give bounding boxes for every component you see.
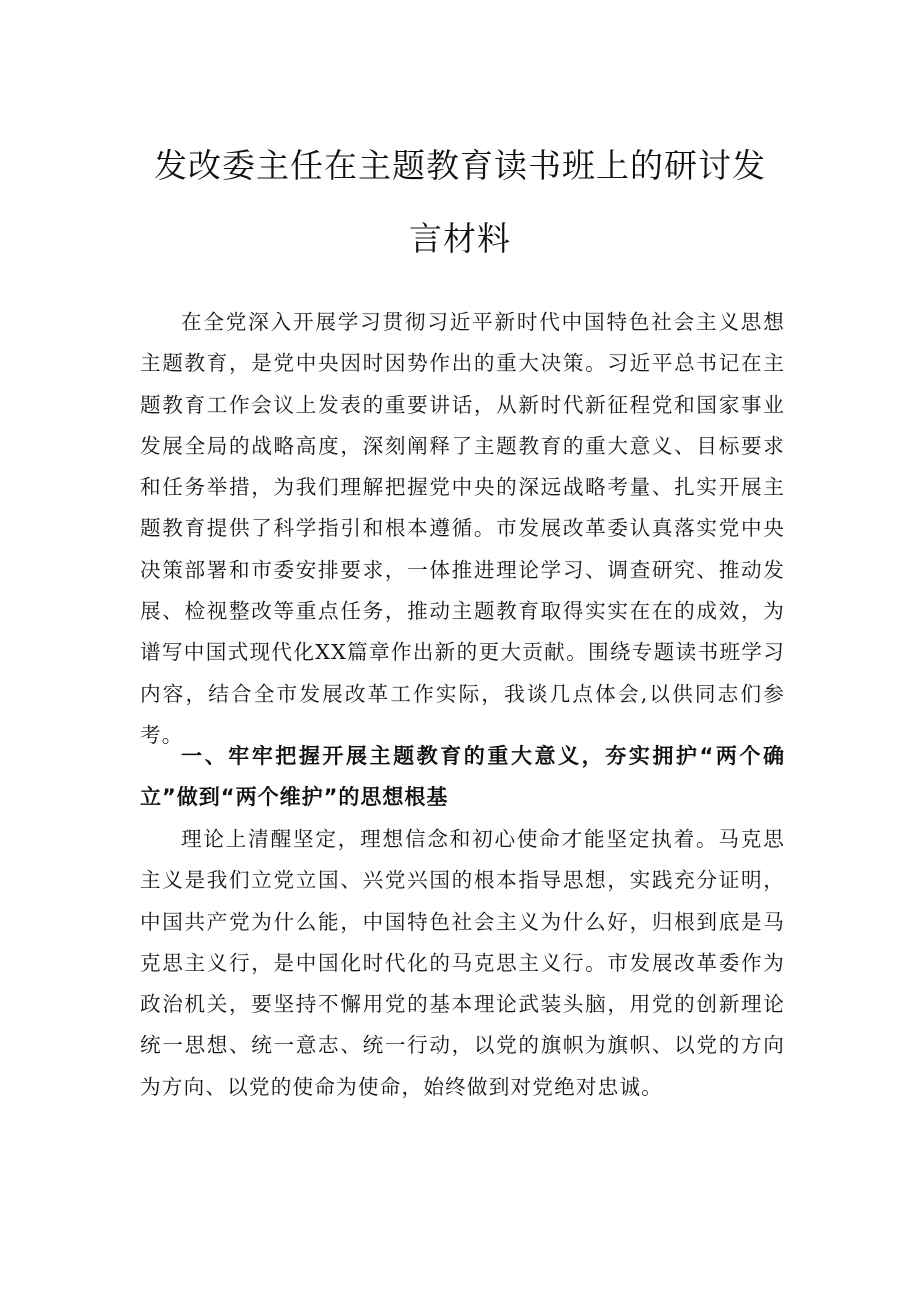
section-heading: 一、牢牢把握开展主题教育的重大意义，夯实拥护“两个确立”做到“两个维护”的思想根基 — [140, 744, 785, 810]
document-title-line-1: 发改委主任在主题教育读书班上的研讨发 — [154, 146, 766, 185]
intro-paragraph: 在全党深入开展学习贯彻习近平新时代中国特色社会主义思想主题教育，是党中央因时因势作出的重大决策。习近平总书记在主题教育工作会议上发表的重要讲话，从新时代新征程党和国家事业发展全局的战略高度，深刻阐释了主题教育的重大意义、目标要求和任务举措，为我们理解把握党中央的深远战略考量、扎实开展主题教育提供了科学指引和根本遵循。市发展改革委认真落实党中央决策部署和市委安排要求，一体推进理论学习、调查研究、推动发展、检视整改等重点任务，推动主题教育取得实实在在的成效，为谱写中国式现代化XX篇章作出新的更大贡献。围绕专题读书班学习内容，结合全市发展改革工作实际，我谈几点体会,以供同志们参考。 — [140, 310, 785, 747]
document-title-line-2: 言材料 — [409, 219, 511, 258]
section-paragraph: 理论上清醒坚定，理想信念和初心使命才能坚定执着。马克思主义是我们立党立国、兴党兴国的根本指导思想，实践充分证明，中国共产党为什么能，中国特色社会主义为什么好，归根到底是马克思主义行，是中国化时代化的马克思主义行。市发展改革委作为政治机关，要坚持不懈用党的基本理论武装头脑，用党的创新理论统一思想、统一意志、统一行动，以党的旗帜为旗帜、以党的方向为方向、以党的使命为使命，始终做到对党绝对忠诚。 — [140, 827, 785, 1099]
